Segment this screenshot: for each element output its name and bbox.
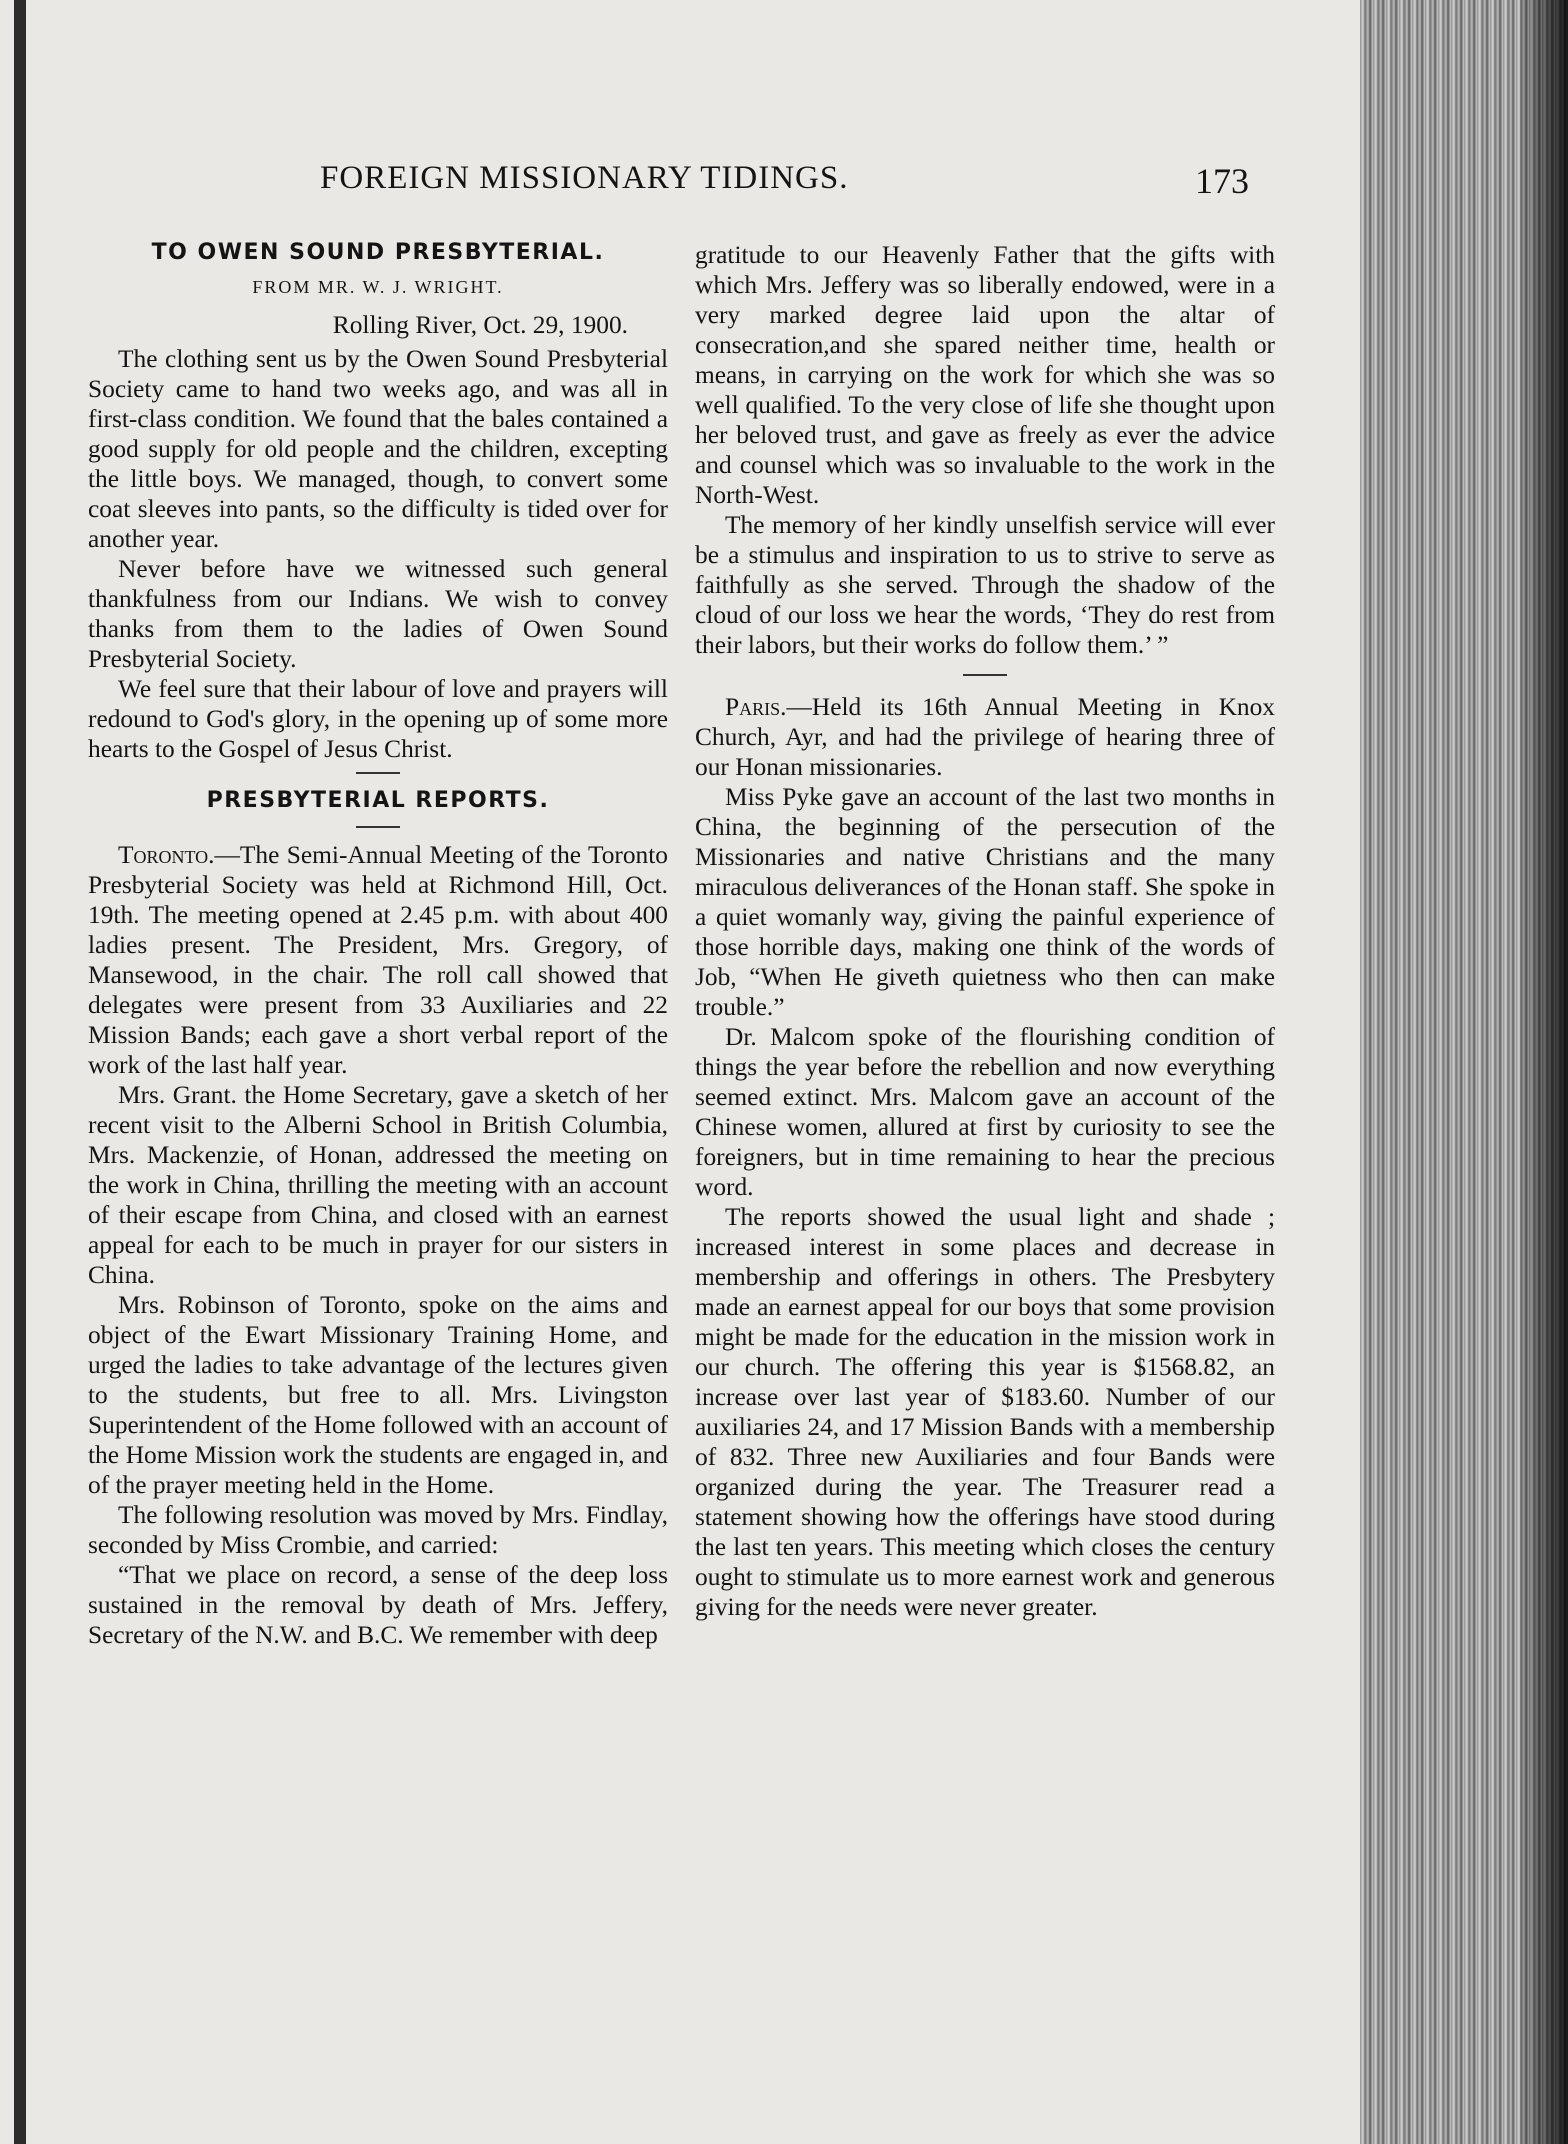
running-title: FOREIGN MISSIONARY TIDINGS. (320, 160, 849, 196)
divider (356, 826, 400, 828)
paragraph: The reports showed the usual light and shade ; increased interest in some places and decrease in membership and offerings in others. The Presbytery made an earnest appeal for our boys that some provision might be made for the education in the mission work in our church. The offering this year is $1568.82, an increase over last year of $183.60. Number of our auxiliaries 24, and 17 Mission Bands with a membership of 832. Three new Auxiliaries and four Bands were organized during the year. The Treasurer read a statement showing how the offerings have stood during the last ten years. This meeting which closes the century ought to stimulate us to more earnest work and generous giving for the needs were never greater. (695, 1203, 1275, 1621)
paragraph-text: —Held its 16th Annual Meeting in Knox Church, Ayr, and had the privilege of hearing three of our Honan missionaries. (695, 693, 1275, 781)
paragraph: Dr. Malcom spoke of the flourishing condition of things the year before the rebellion and now everything seemed extinct. Mrs. Malcom gave an account of the Chinese women, allured at first by curiosity to see the foreigners, but in time remaining to hear the precious word. (695, 1023, 1275, 1201)
divider (356, 772, 400, 774)
paragraph: “That we place on record, a sense of the deep loss sustained in the removal by death of Mrs. Jeffery, Secretary of the N.W. and B.C. We remember with deep (88, 1561, 668, 1649)
left-column (88, 238, 668, 1650)
paragraph: Miss Pyke gave an account of the last two months in China, the beginning of the persecution of the Missionaries and native Christians and the many miraculous deliverances of the Honan staff. She spoke in a quiet womanly way, giving the painful experience of those horrible days, making one think of the words of Job, “When He giveth quietness who then can make trouble.” (695, 783, 1275, 1021)
paragraph: The memory of her kindly unselfish service will ever be a stimulus and inspiration to us to strive to serve as faithfully as she served. Through the shadow of the cloud of our loss we hear the words, ‘They do rest from their labors, but their works do follow them.’ ” (695, 511, 1275, 659)
section-heading-presbyterial-reports: PRESBYTERIAL REPORTS. (206, 788, 550, 813)
section-heading-owen-sound: TO OWEN SOUND PRESBYTERIAL. (151, 240, 605, 265)
paragraph-paris (695, 692, 1275, 782)
divider (963, 674, 1007, 676)
paragraph: The clothing sent us by the Owen Sound Presbyterial Society came to hand two weeks ago, and was all in first-class condition. We found that the bales contained a good supply for old people and the children, excepting the little boys. We managed, though, to convert some coat sleeves into pants, so the difficulty is tided over for another year. (88, 345, 668, 553)
paragraph: The following resolution was moved by Mrs. Findlay, seconded by Miss Crombie, and carried: (88, 1501, 668, 1559)
paragraph-text: —The Semi-Annual Meeting of the Toronto Presbyterial Society was held at Richmond Hill, Oct. 19th. The meeting opened at 2.45 p.m. with about 400 ladies present. The President, Mrs. Gregory, of Mansewood, in the chair. The roll call showed that delegates were present from 33 Auxiliaries and 22 Mission Bands; each gave a short verbal report of the work of the last half year. (88, 841, 668, 1079)
paragraph: Mrs. Robinson of Toronto, spoke on the aims and object of the Ewart Missionary Training Home, and urged the ladies to take advantage of the lectures given to the students, but free to all. Mrs. Livingston Superintendent of the Home followed with an account of the Home Mission work the students are engaged in, and of the prayer meeting held in the Home. (88, 1291, 668, 1499)
paragraph: We feel sure that their labour of love and prayers will redound to God's glory, in the opening up of some more hearts to the Gospel of Jesus Christ. (88, 675, 668, 763)
paragraph: Mrs. Grant. the Home Secretary, gave a sketch of her recent visit to the Alberni School in British Columbia, Mrs. Mackenzie, of Honan, addressed the meeting on the work in China, thrilling the meeting with an account of their escape from China, and closed with an earnest appeal for each to be much in prayer for our sisters in China. (88, 1081, 668, 1289)
paragraph: Never before have we witnessed such general thankfulness from our Indians. We wish to convey thanks from them to the ladies of Owen Sound Presbyterial Society. (88, 555, 668, 673)
right-column (695, 240, 1275, 1622)
spine-edge (14, 0, 26, 2144)
lead-word-paris: Paris. (725, 693, 787, 721)
paragraph-toronto (88, 840, 668, 1080)
dateline: Rolling River, Oct. 29, 1900. (332, 311, 628, 339)
page-number: 173 (1195, 161, 1249, 201)
paragraph: gratitude to our Heavenly Father that the gifts with which Mrs. Jeffery was so liberally endowed, were in a very marked degree laid upon the altar of consecration,and she spared neither time, health or means, in carrying on the work for which she was so well qualified. To the very close of life she thought upon her beloved trust, and gave as freely as ever the advice and counsel which was so invaluable to the work in the North-West. (695, 241, 1275, 509)
lead-word-toronto: Toronto. (118, 841, 215, 869)
edge-shadow (1520, 0, 1568, 2144)
byline: FROM MR. W. J. WRIGHT. (252, 277, 504, 297)
